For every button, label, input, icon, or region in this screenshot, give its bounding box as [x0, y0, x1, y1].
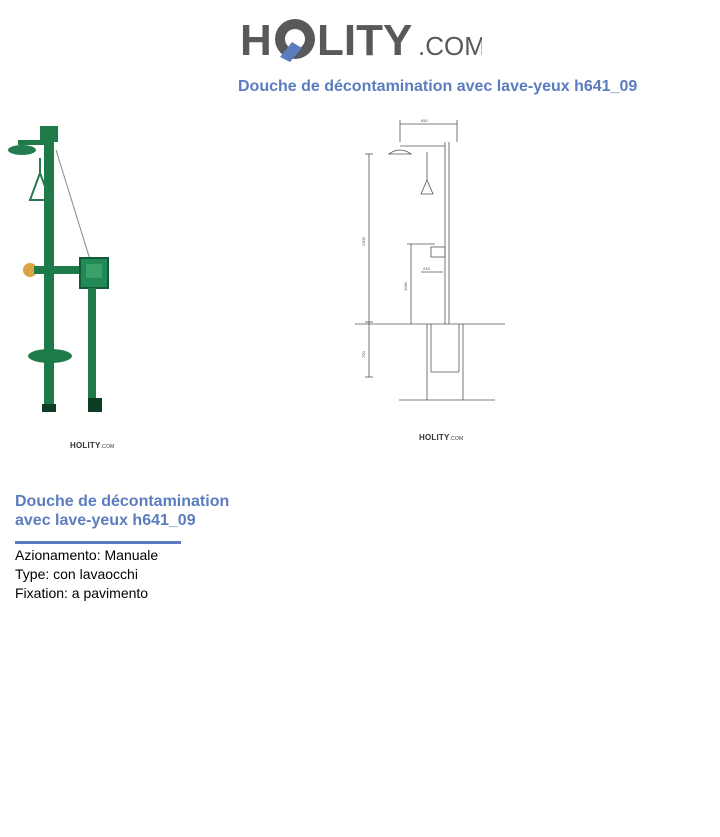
svg-text:1080: 1080: [403, 282, 408, 291]
title-divider: [15, 541, 181, 544]
mini-brand-name: HOLITY: [419, 433, 450, 442]
svg-text:700: 700: [361, 351, 366, 358]
product-title: Douche de décontamination avec lave-yeux h641_09: [15, 493, 230, 529]
mini-brand-domain: .COM: [100, 444, 115, 450]
holity-logo-icon: [240, 12, 482, 68]
svg-text:H: H: [240, 16, 272, 65]
svg-text:LITY: LITY: [317, 16, 413, 65]
mini-brand-name: HOLITY: [70, 441, 101, 450]
svg-text:245: 245: [423, 266, 430, 271]
mini-brand-logo: [419, 433, 463, 442]
spec-fixation: Fixation: a pavimento: [15, 585, 149, 601]
svg-text:650: 650: [421, 118, 428, 123]
product-specs: [15, 546, 158, 603]
svg-text:2300: 2300: [361, 237, 366, 246]
spec-type: Type: con lavaocchi: [15, 566, 138, 582]
spec-actuation: Azionamento: Manuale: [15, 547, 159, 563]
page-title: Douche de décontamination avec lave-yeux h641_09: [238, 78, 638, 95]
brand-logo[interactable]: [240, 12, 482, 68]
svg-text:.COM: .COM: [418, 31, 482, 61]
mini-brand-logo: [70, 441, 114, 450]
eyewash-shower-photo: [4, 118, 122, 428]
technical-drawing: [355, 112, 505, 417]
mini-brand-domain: .COM: [449, 436, 464, 442]
